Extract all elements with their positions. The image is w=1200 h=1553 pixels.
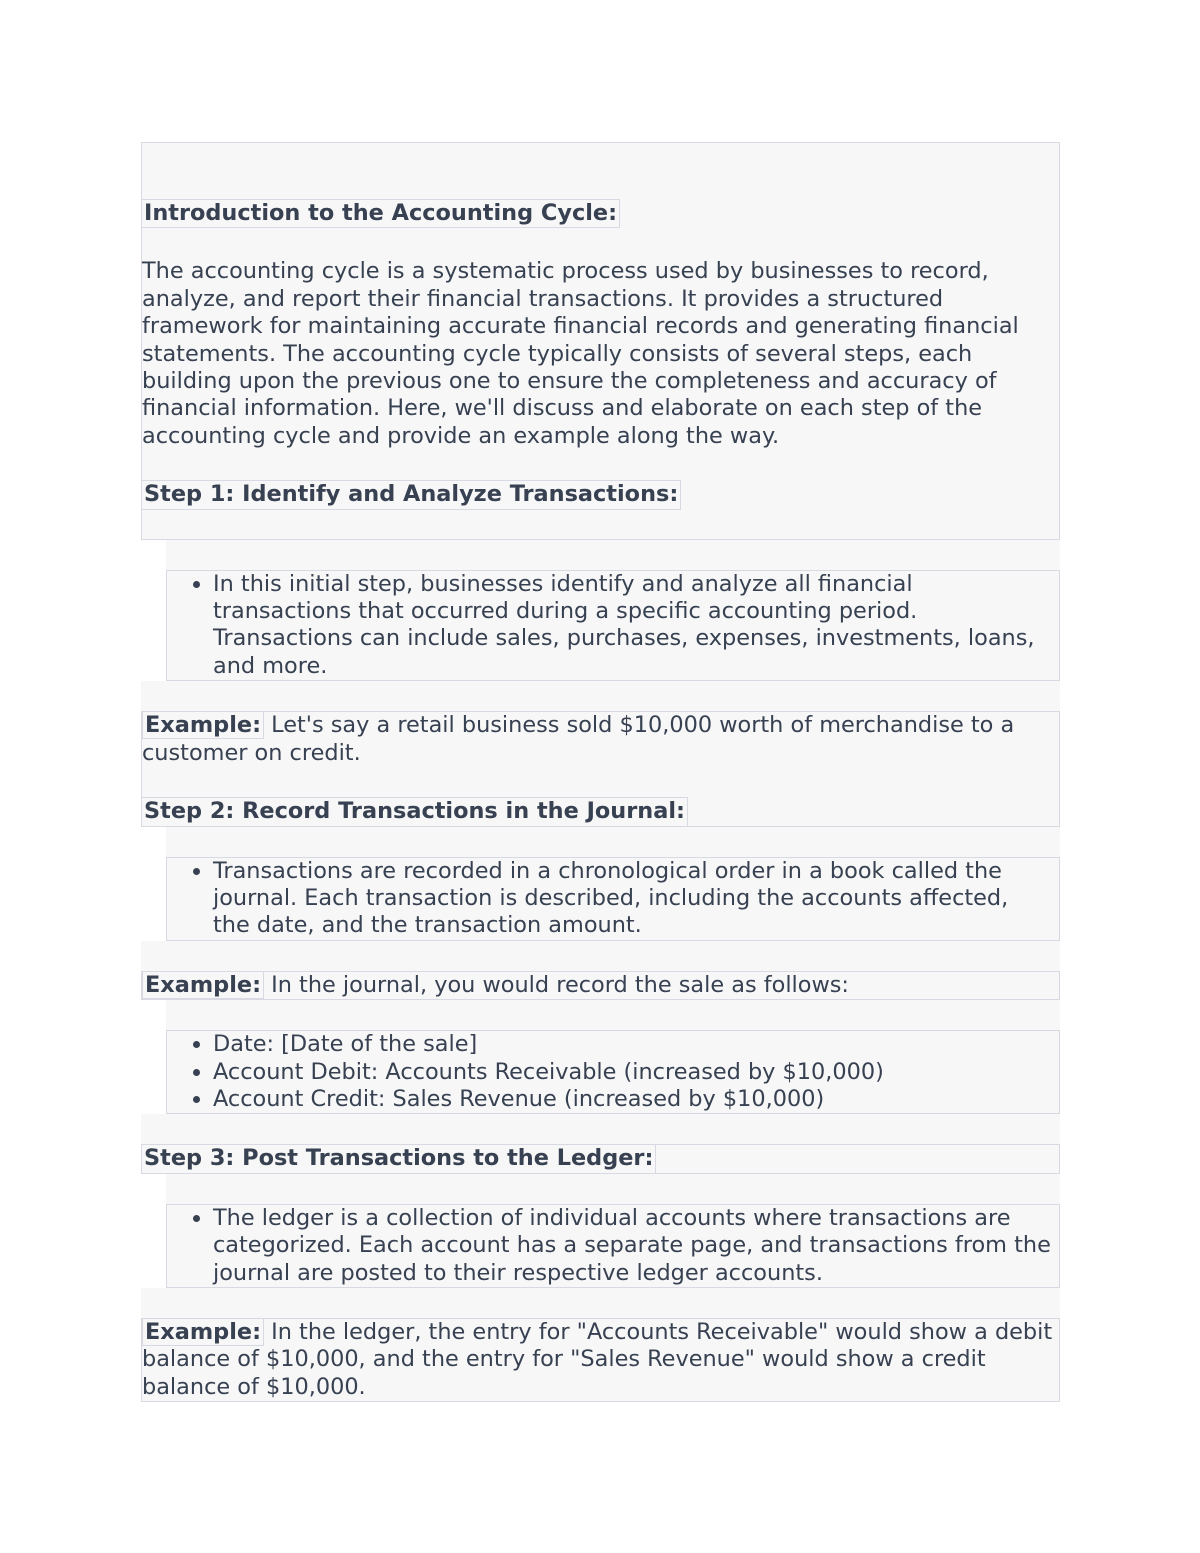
spacer [141,1114,1060,1144]
step2-example [142,972,1059,999]
intro-block [141,142,1060,540]
spacer [141,1288,1060,1318]
list-item: • Account Debit: Accounts Receivable (increased by $10,000) [213,1059,1051,1086]
example-label: Example: [142,971,264,999]
step2-bullet-list [166,857,1060,941]
list-item: • Transactions are recorded in a chronological order in a book called the journal. Each transaction is described, including the accounts affected, the date, and the transaction amount. [213,858,1051,940]
list-item: • In this initial step, businesses identify and analyze all financial transactions that occurred during a specific accounting period. Transactions can include sales, purchases, expenses, investments, loans, and more. [213,571,1051,681]
step1-list-wrap [166,540,1060,682]
step1-heading: Step 1: Identify and Analyze Transactions: [141,480,681,509]
list-item: • Date: [Date of the sale] [213,1031,1051,1058]
document-page [141,142,1060,1402]
intro-paragraph: The accounting cycle is a systematic process used by businesses to record, analyze, and report their financial transactions. It provides a structured framework for maintaining accurate financial records and generating financial statements. The accounting cycle typically consists of several steps, each building upon the previous one to ensure the completeness and accuracy of financial information. Here, we'll discuss and elaborate on each step of the accounting cycle and provide an example along the way. [142,258,1019,449]
spacer [141,681,1060,711]
spacer [141,941,1060,971]
list-item: • The ledger is a collection of individual accounts where transactions are categorized. Each account has a separate page, and transactions from the journal are posted to their respective ledger accounts. [213,1205,1051,1287]
step2-heading: Step 2: Record Transactions in the Journal: [141,797,688,826]
step3-heading: Step 3: Post Transactions to the Ledger: [141,1144,656,1173]
step3-list-wrap [166,1174,1060,1288]
example-text: Let's say a retail business sold $10,000 worth of merchandise to a customer on credit. [142,712,1015,766]
example-text: In the journal, you would record the sale as follows: [264,971,849,998]
example-label: Example: [142,1318,264,1346]
step3-bullet-list [166,1204,1060,1288]
step3-example-block [141,1318,1060,1402]
example-label: Example: [142,711,264,739]
step1-bullet-list [166,570,1060,682]
list-item: • Account Credit: Sales Revenue (increased by $10,000) [213,1086,1051,1113]
step2-example-list-wrap [166,1000,1060,1114]
example-text: In the ledger, the entry for "Accounts Receivable" would show a debit balance of $10,000, and the entry for "Sales Revenue" would show a credit balance of $10,000. [142,1318,1053,1400]
intro-heading: Introduction to the Accounting Cycle: [141,199,620,228]
step3-example [142,1319,1059,1401]
step3-heading-block [141,1144,1060,1173]
step2-example-block [141,971,1060,1000]
step1-example-block [141,711,1060,826]
step2-list-wrap [166,827,1060,941]
step1-example [142,712,1059,767]
step2-example-bullet-list [166,1030,1060,1114]
